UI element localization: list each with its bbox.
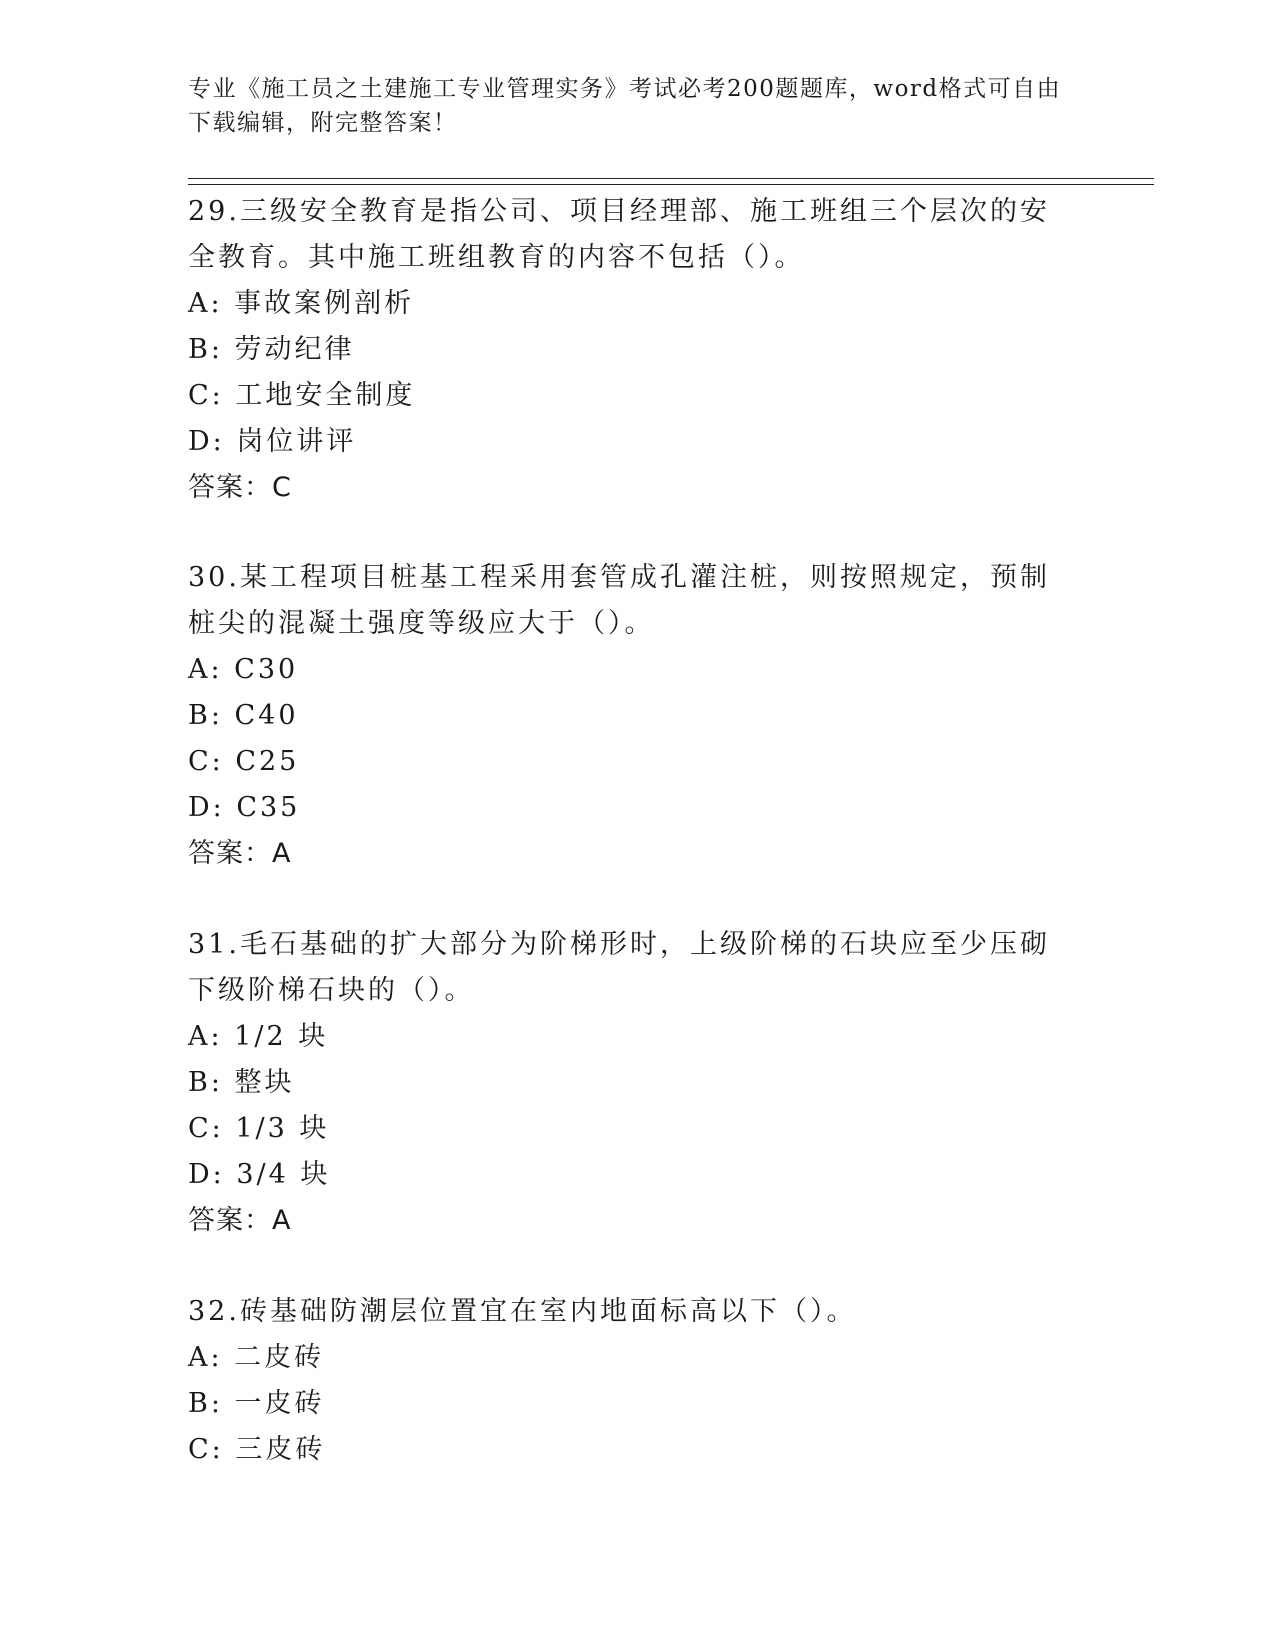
option-a: A: 二皮砖 <box>188 1342 325 1373</box>
answer-line: 答案：C <box>188 472 292 503</box>
option-a: A: C30 <box>188 654 299 685</box>
answer-line: 答案：A <box>188 1205 292 1236</box>
question-stem: 30.某工程项目桩基工程采用套管成孔灌注桩，则按照规定，预制桩尖的混凝土强度等级应大于（）。 <box>188 562 1050 639</box>
option-b: B: 一皮砖 <box>188 1388 325 1419</box>
option-c: C: 三皮砖 <box>188 1434 326 1465</box>
option-c: C: 1/3 块 <box>188 1113 330 1144</box>
option-b: B: 劳动纪律 <box>188 334 355 365</box>
question-29 <box>188 189 1088 511</box>
header-divider <box>188 178 1154 185</box>
question-30 <box>188 555 1088 877</box>
document-header: 专业《施工员之土建施工专业管理实务》考试必考200题题库，word格式可自由下载编辑，附完整答案！ <box>188 76 1062 136</box>
option-d: D: 3/4 块 <box>188 1159 331 1190</box>
question-stem: 29.三级安全教育是指公司、项目经理部、施工班组三个层次的安全教育。其中施工班组教育的内容不包括（）。 <box>188 196 1050 273</box>
option-c: C: C25 <box>188 746 300 777</box>
question-stem: 32.砖基础防潮层位置宜在室内地面标高以下（）。 <box>188 1296 857 1327</box>
option-b: B: 整块 <box>188 1067 295 1098</box>
option-a: A: 事故案例剖析 <box>188 288 415 319</box>
question-31 <box>188 922 1088 1244</box>
option-d: D: C35 <box>188 792 301 823</box>
option-a: A: 1/2 块 <box>188 1021 329 1052</box>
question-stem: 31.毛石基础的扩大部分为阶梯形时，上级阶梯的石块应至少压砌下级阶梯石块的（）。 <box>188 929 1050 1006</box>
option-d: D: 岗位讲评 <box>188 426 357 457</box>
answer-line: 答案：A <box>188 838 292 869</box>
option-c: C: 工地安全制度 <box>188 380 416 411</box>
question-32 <box>188 1289 1088 1473</box>
option-b: B: C40 <box>188 700 299 731</box>
